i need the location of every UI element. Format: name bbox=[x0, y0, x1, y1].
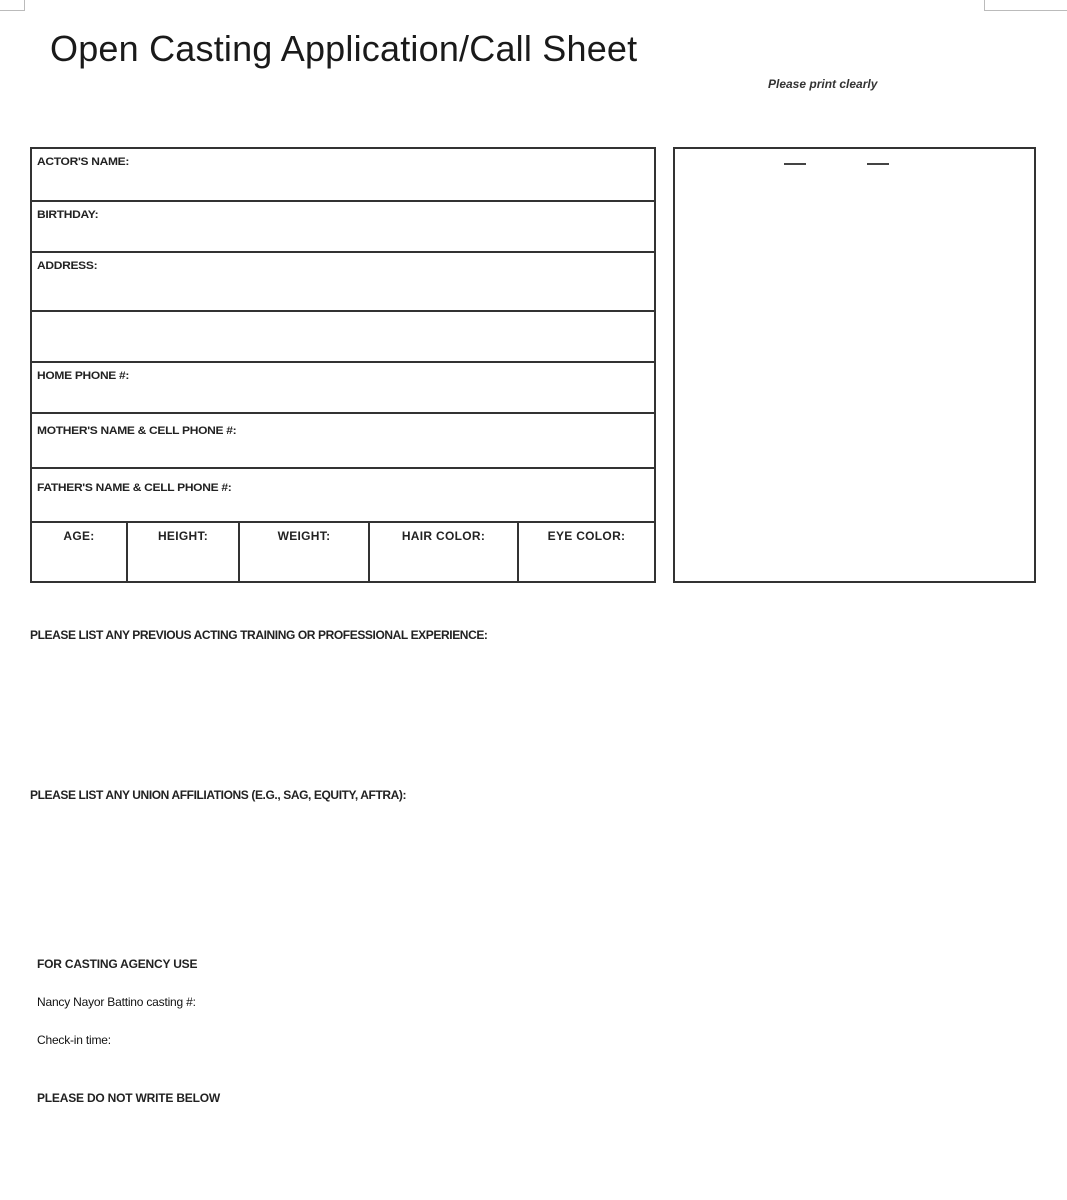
agency-use-heading: FOR CASTING AGENCY USE bbox=[37, 957, 198, 971]
photo-mark-left bbox=[784, 163, 806, 165]
union-affiliations-prompt: PLEASE LIST ANY UNION AFFILIATIONS (E.G., SAG, EQUITY, AFTRA): bbox=[30, 788, 407, 802]
actor-name-label: ACTOR'S NAME: bbox=[37, 155, 130, 168]
address-line-2-field[interactable] bbox=[32, 312, 654, 363]
eye-color-label: EYE COLOR: bbox=[547, 529, 626, 543]
birthday-field[interactable] bbox=[32, 202, 654, 253]
page-title: Open Casting Application/Call Sheet bbox=[50, 28, 638, 69]
mother-contact-label: MOTHER'S NAME & CELL PHONE #: bbox=[37, 424, 237, 437]
father-contact-label: FATHER'S NAME & CELL PHONE #: bbox=[37, 481, 232, 494]
hair-color-field[interactable] bbox=[370, 523, 519, 581]
hair-color-label: HAIR COLOR: bbox=[401, 529, 486, 543]
photo-area[interactable] bbox=[673, 147, 1036, 583]
father-contact-field[interactable] bbox=[32, 469, 654, 523]
print-clearly-note: Please print clearly bbox=[768, 77, 878, 91]
age-label: AGE: bbox=[63, 529, 95, 543]
address-label: ADDRESS: bbox=[37, 259, 98, 272]
experience-prompt: PLEASE LIST ANY PREVIOUS ACTING TRAINING OR PROFESSIONAL EXPERIENCE: bbox=[30, 628, 488, 642]
weight-field[interactable] bbox=[240, 523, 370, 581]
photo-mark-right bbox=[867, 163, 889, 165]
height-label: HEIGHT: bbox=[157, 529, 209, 543]
casting-number-label: Nancy Nayor Battino casting #: bbox=[37, 995, 196, 1009]
age-field[interactable] bbox=[32, 523, 128, 581]
weight-label: WEIGHT: bbox=[277, 529, 331, 543]
birthday-label: BIRTHDAY: bbox=[37, 208, 99, 221]
crop-mark-right bbox=[984, 0, 1067, 11]
eye-color-field[interactable] bbox=[519, 523, 654, 581]
do-not-write-notice: PLEASE DO NOT WRITE BELOW bbox=[37, 1091, 220, 1105]
actor-name-field[interactable] bbox=[32, 149, 654, 202]
home-phone-field[interactable] bbox=[32, 363, 654, 414]
address-field[interactable] bbox=[32, 253, 654, 312]
mother-contact-field[interactable] bbox=[32, 414, 654, 469]
home-phone-label: HOME PHONE #: bbox=[37, 369, 130, 382]
check-in-time-label: Check-in time: bbox=[37, 1033, 111, 1047]
applicant-info-box bbox=[30, 147, 656, 583]
crop-mark-left bbox=[0, 0, 25, 11]
height-field[interactable] bbox=[128, 523, 240, 581]
physical-stats-row bbox=[32, 523, 654, 581]
